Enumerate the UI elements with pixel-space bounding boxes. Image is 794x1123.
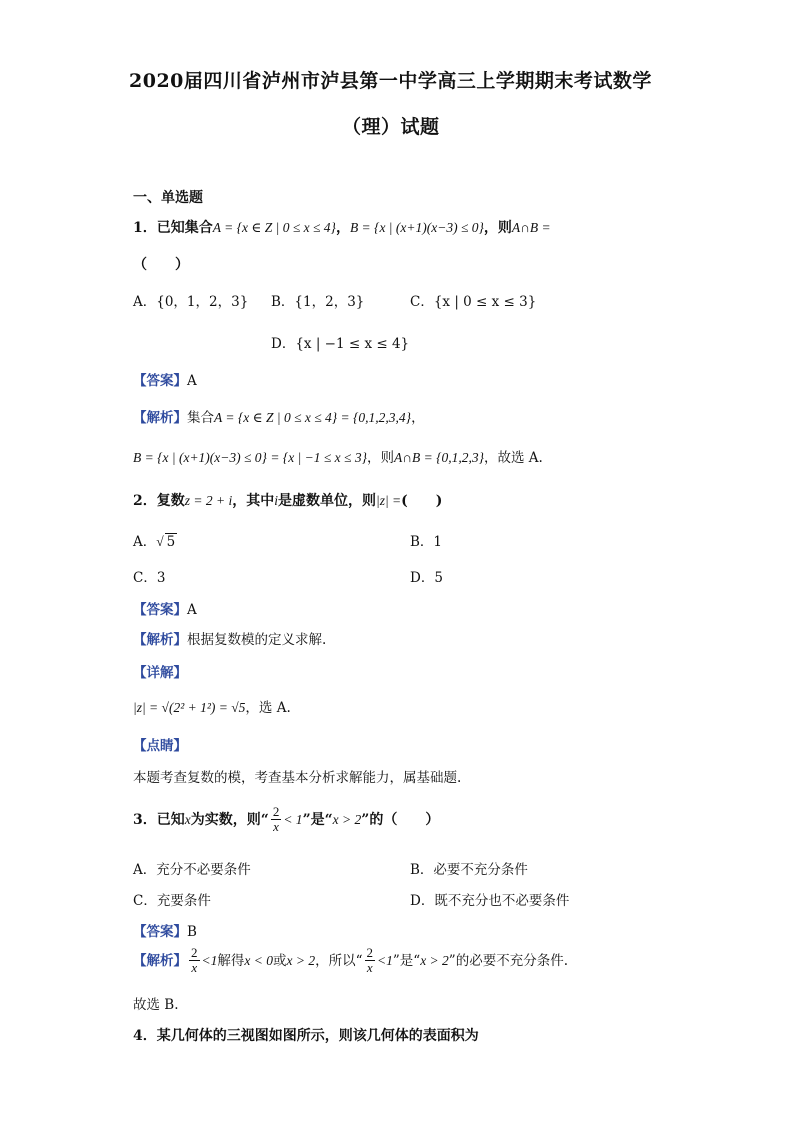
- q3-an-frac2-num: 2: [366, 945, 373, 960]
- q3-option-c: C．充要条件: [133, 893, 211, 909]
- q2-point-label: 【点睛】: [133, 738, 187, 754]
- q1-analysis-end2: ，故选 A.: [484, 450, 543, 466]
- q1-analysis-pre: 集合: [187, 410, 214, 426]
- q2-detail: [133, 696, 291, 716]
- q2-answer: [133, 598, 197, 618]
- q2-detail-math: |z| = √(2² + 1²) = √5: [133, 700, 246, 715]
- q3-an-lt: <1: [201, 953, 218, 968]
- q3-an-text3: ”是“: [392, 953, 421, 969]
- q1-analysis-mid: ，则: [366, 450, 394, 466]
- q1-set-b: B = {x | (x+1)(x−3) ≤ 0}: [349, 220, 484, 235]
- q3-an-lt2: <1: [377, 953, 393, 968]
- q2-analysis-text: 根据复数模的定义求解.: [187, 632, 327, 648]
- page-title: 2020届四川省泸州市泸县第一中学高三上学期期末考试数学: [129, 70, 652, 92]
- q3-an-frac-num: 2: [191, 945, 198, 960]
- q2-detail-end: ，选 A.: [245, 700, 291, 716]
- q2-option-a: A．√ 5: [133, 534, 176, 550]
- q3-an-x3: x > 2: [420, 953, 449, 968]
- q3-option-a: A．充分不必要条件: [133, 862, 251, 878]
- q1-analysis-end1: ，: [411, 410, 425, 426]
- q1-paren: （ ）: [133, 257, 189, 273]
- q3-cond: x > 2: [332, 812, 362, 827]
- q3-an-frac-den: x: [191, 960, 198, 975]
- answer-value: B: [187, 924, 197, 940]
- q2-absz: |z| =: [376, 493, 402, 508]
- q3-mid2: ”是“: [302, 812, 333, 828]
- q1-expr: A∩B =: [511, 220, 551, 235]
- q1-prefix: 1．已知集合: [133, 220, 213, 236]
- q2-mid1: ，其中: [232, 493, 275, 509]
- q1-analysis-math3: A∩B = {0,1,2,3}: [393, 450, 485, 465]
- analysis-label: 【解析】: [133, 953, 187, 969]
- q3-x: x: [184, 812, 191, 827]
- q2-paren: ( ): [401, 493, 443, 509]
- q3-analysis: [133, 946, 568, 975]
- q2-prefix: 2．复数: [133, 493, 185, 509]
- q1-option-c: C．{x | 0 ≤ x ≤ 3}: [410, 294, 537, 310]
- q2-i: i: [274, 493, 278, 508]
- q3-an-text4: ”的必要不充分条件.: [448, 953, 568, 969]
- analysis-label: 【解析】: [133, 632, 187, 648]
- q1-analysis-line1: [133, 406, 425, 426]
- q1-answer: [133, 369, 197, 389]
- question-1: [133, 217, 551, 237]
- analysis-label: 【解析】: [133, 410, 187, 426]
- q2-option-a-value: 5: [166, 534, 176, 550]
- q3-an-x1: x < 0: [244, 953, 273, 968]
- page-title-line2: （理）试题: [342, 116, 440, 138]
- q2-analysis: [133, 628, 326, 648]
- q3-option-b: B．必要不充分条件: [410, 862, 528, 878]
- q1-option-b: B．{1，2，3}: [271, 294, 365, 310]
- q3-an-fraction: [189, 946, 200, 975]
- q3-end: ”的（ ）: [361, 812, 440, 828]
- answer-label: 【答案】: [133, 602, 187, 618]
- q2-mid2: 是虚数单位，则: [278, 493, 376, 509]
- answer-label: 【答案】: [133, 373, 187, 389]
- q2-option-c: C．3: [133, 570, 166, 586]
- q3-mid: 为实数，则“: [190, 812, 269, 828]
- q1-analysis-math2: B = {x | (x+1)(x−3) ≤ 0} = {x | −1 ≤ x ≤ 3}: [133, 450, 367, 465]
- answer-label: 【答案】: [133, 924, 187, 940]
- section-heading: 一、单选题: [133, 190, 203, 206]
- answer-value: A: [187, 602, 197, 618]
- question-2: [133, 490, 442, 510]
- q1-option-d: D．{x | −1 ≤ x ≤ 4}: [271, 336, 410, 352]
- q1-comma: ，: [335, 220, 350, 236]
- q3-an-text1: 解得: [217, 953, 245, 969]
- q3-option-d: D．既不充分也不必要条件: [410, 893, 570, 909]
- q2-point-text: 本题考查复数的模，考查基本分析求解能力，属基础题.: [133, 770, 462, 786]
- answer-value: A: [187, 373, 197, 389]
- q2-option-d: D．5: [410, 570, 443, 586]
- q3-an-text2: ，所以“: [315, 953, 363, 969]
- q3-fraction: [271, 805, 282, 834]
- q2-option-a-label: A．: [133, 534, 157, 550]
- q3-lt1: < 1: [283, 812, 303, 827]
- q3-frac-den: x: [273, 819, 279, 834]
- q3-frac-num: 2: [272, 804, 280, 819]
- q3-an-frac2-den: x: [366, 960, 373, 975]
- q1-set-a: A = {x ∈ Z | 0 ≤ x ≤ 4}: [212, 220, 336, 235]
- q3-prefix: 3．已知: [133, 812, 185, 828]
- question-4: 4．某几何体的三视图如图所示，则该几何体的表面积为: [133, 1028, 479, 1044]
- q1-then: ，则: [483, 220, 512, 236]
- q3-an-fraction2: [365, 946, 376, 975]
- q3-an-x2: x > 2: [286, 953, 316, 968]
- q3-an-or: 或: [272, 953, 287, 969]
- q3-answer: [133, 920, 197, 940]
- q2-option-b: B．1: [410, 534, 443, 550]
- q3-conclusion: 故选 B.: [133, 997, 179, 1013]
- question-3: [133, 805, 439, 834]
- q1-analysis-math1: A = {x ∈ Z | 0 ≤ x ≤ 4} = {0,1,2,3,4}: [214, 410, 412, 425]
- q1-analysis-line2: [133, 446, 543, 466]
- q2-detail-label: 【详解】: [133, 665, 187, 681]
- q1-option-a: A．{0，1，2，3}: [133, 294, 249, 310]
- q2-z: z = 2 + i: [184, 493, 233, 508]
